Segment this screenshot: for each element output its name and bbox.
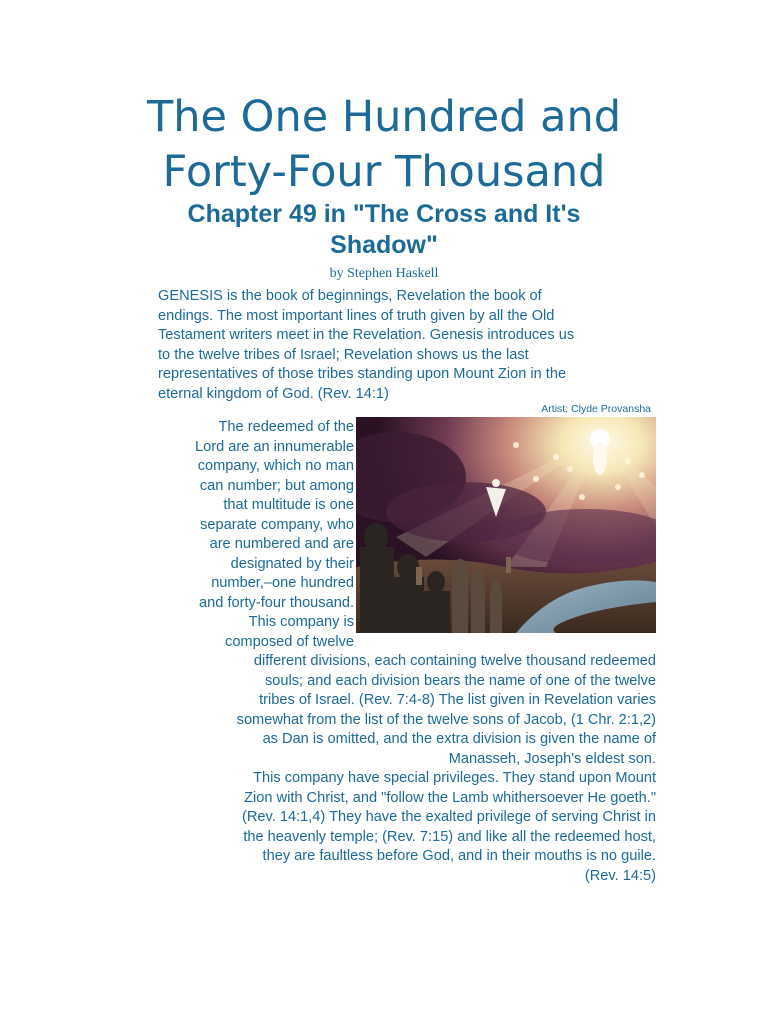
intro-paragraph bbox=[158, 287, 648, 404]
document-title bbox=[84, 90, 684, 200]
chapter-subtitle bbox=[134, 199, 634, 261]
subtitle-line: Shadow" bbox=[330, 231, 438, 259]
text-line: Lord are an innumerable bbox=[194, 438, 354, 455]
text-line: Zion with Christ, and "follow the Lamb whithersoever He goeth." bbox=[244, 789, 656, 806]
text-line: number,–one hundred bbox=[211, 575, 354, 591]
subtitle-line: Chapter 49 in "The Cross and It's bbox=[187, 200, 581, 228]
text-line: are numbered and are bbox=[209, 536, 354, 552]
text-line: GENESIS is the book of beginnings, Revelation the book of bbox=[158, 288, 542, 304]
text-line: different divisions, each containing twelve thousand redeemed bbox=[253, 653, 656, 669]
text-line: (Rev. 14:5) bbox=[584, 867, 656, 884]
text-line: as Dan is omitted, and the extra division is given the name of bbox=[262, 731, 656, 747]
text-line: This company is bbox=[248, 614, 354, 630]
text-line: that multitude is one bbox=[223, 497, 354, 513]
text-line: separate company, who bbox=[200, 516, 354, 533]
title-line: Forty-Four Thousand bbox=[162, 147, 606, 197]
text-line: endings. The most important lines of truth given by all the Old bbox=[158, 307, 555, 324]
text-line: souls; and each division bears the name of one of the twelve bbox=[264, 672, 656, 689]
text-line: can number; but among bbox=[199, 477, 354, 494]
text-line: and forty-four thousand. bbox=[199, 594, 354, 611]
text-line: tribes of Israel. (Rev. 7:4-8) The list given in Revelation varies bbox=[259, 692, 656, 708]
text-line: The redeemed of the bbox=[218, 419, 354, 435]
text-line: (Rev. 14:1,4) They have the exalted privilege of serving Christ in bbox=[242, 809, 656, 825]
text-line: Testament writers meet in the Revelation. Genesis introduces us bbox=[158, 327, 575, 343]
painting-image bbox=[356, 417, 656, 633]
author-byline: by Stephen Haskell bbox=[329, 266, 439, 281]
text-line: they are faultless before God, and in their mouths is no guile. bbox=[262, 848, 656, 864]
image-credit: Artist: Clyde Provansha bbox=[541, 403, 651, 415]
text-line: Manasseh, Joseph's eldest son. bbox=[448, 750, 656, 767]
continued-paragraphs bbox=[150, 652, 656, 886]
text-line: the heavenly temple; (Rev. 7:15) and like all the redeemed host, bbox=[243, 828, 656, 845]
text-line: to the twelve tribes of Israel; Revelation shows us the last bbox=[158, 346, 529, 363]
text-line: designated by their bbox=[230, 555, 354, 572]
wrapped-paragraph bbox=[160, 418, 354, 652]
text-line: representatives of those tribes standing upon Mount Zion in the bbox=[158, 366, 567, 382]
text-line: composed of twelve bbox=[225, 633, 354, 650]
title-line: The One Hundred and bbox=[146, 92, 622, 142]
text-line: eternal kingdom of God. (Rev. 14:1) bbox=[158, 385, 389, 402]
text-line: company, which no man bbox=[197, 458, 354, 474]
text-line: somewhat from the list of the twelve sons of Jacob, (1 Chr. 2:1,2) bbox=[236, 711, 656, 728]
text-line: This company have special privileges. They stand upon Mount bbox=[253, 770, 656, 786]
